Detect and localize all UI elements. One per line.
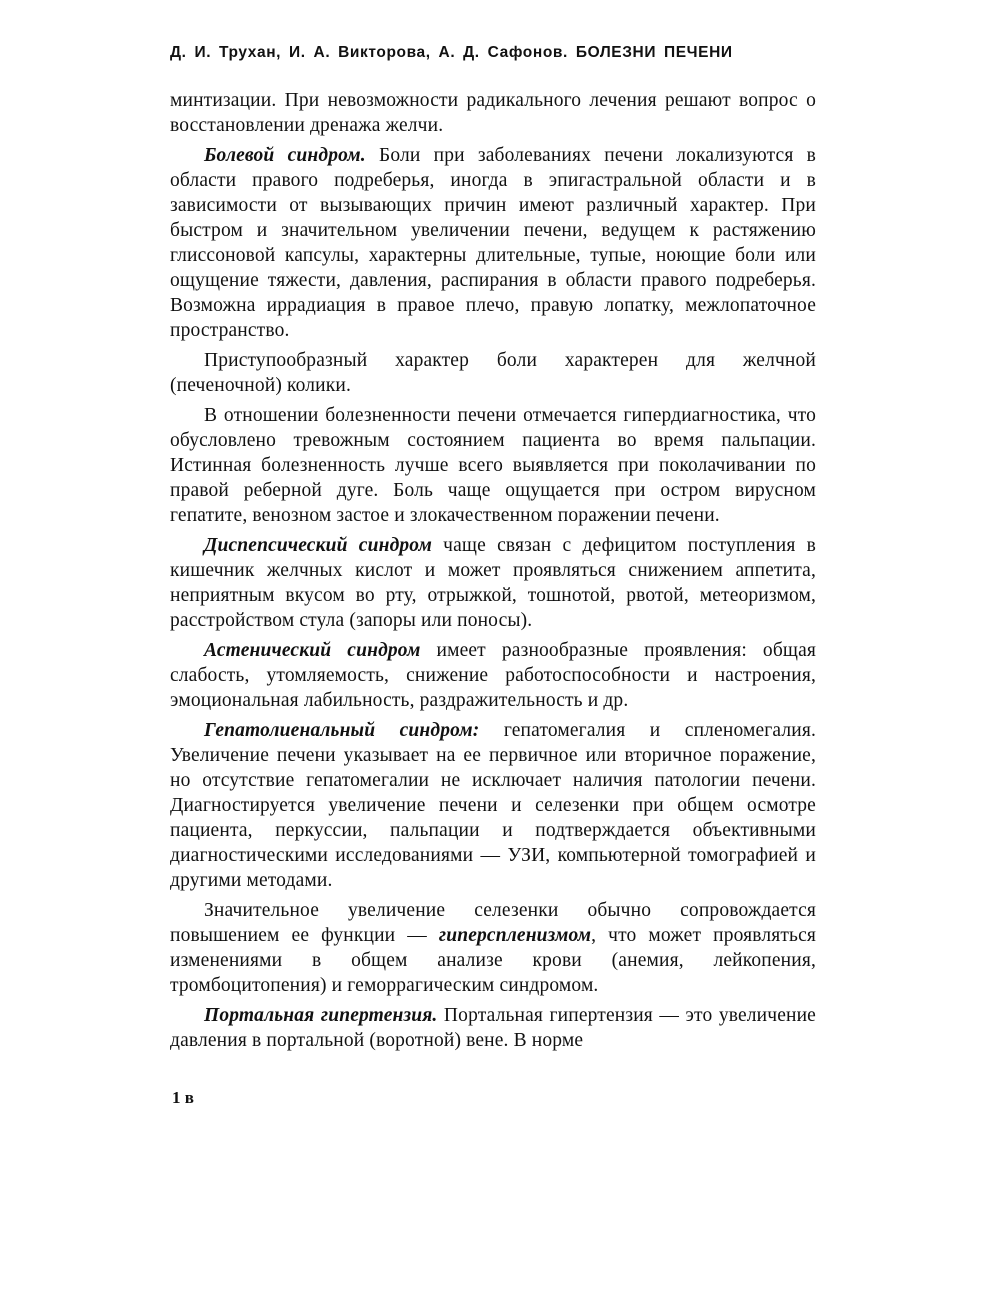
term-portal-hypertension: Портальная гипертензия. [204,1005,438,1026]
paragraph-pain-syndrome [170,143,816,343]
paragraph-text: Боли при заболеваниях печени локализуются в области правого подреберья, иногда в эпигастральной области и в зависимости от вызывающих причин имеют различный характер. При быстром и значительном увеличении печени, ведущем к растяжению глиссоновой капсулы, характерны длительные, тупые, ноющие боли или ощущение тяжести, давления, распирания в области правого подреберья. Возможна иррадиация в правое плечо, правую лопатку, межлопаточное пространство. [170,145,816,341]
paragraph-hepatolienal-syndrome [170,718,816,893]
paragraph-text: гепатомегалия и спленомегалия. Увеличение печени указывает на ее первичное или вторичное поражение, но отсутствие гепатомегалии не исключает наличия патологии печени. Диагностируется увеличение печени и селезенки при общем осмотре пациента, перкуссии, пальпации и подтверждается объективными диагностическими исследованиями — УЗИ, компьютерной томографией и другими методами. [170,720,817,891]
paragraph-text: Портальная гипертензия — это увеличение давления в портальной (воротной) вене. В норме [170,1005,816,1051]
paragraph-continuation [170,88,816,138]
term-dyspeptic-syndrome: Диспепсический синдром [204,535,432,556]
paragraph-dyspeptic-syndrome [170,533,816,633]
term-hypersplenism: гиперспленизмом [438,925,592,946]
paragraph-text: чаще связан с дефицитом поступления в кишечник желчных кислот и может проявляться снижением аппетита, неприятным вкусом во рту, отрыжкой, тошнотой, рвотой, метеоризмом, расстройством стула (запоры или поносы). [170,535,816,631]
term-pain-syndrome: Болевой синдром. [204,145,366,166]
paragraph-text: минтизации. При невозможности радикального лечения решают вопрос о восстановлении дренажа желчи. [170,90,816,136]
paragraph-splenomegaly [170,898,816,998]
paragraph-asthenic-syndrome [170,638,816,713]
running-header: Д. И. Трухан, И. А. Викторова, А. Д. Сафонов. БОЛЕЗНИ ПЕЧЕНИ [170,44,733,61]
body-text [170,88,816,1058]
term-hepatolienal-syndrome: Гепатолиенальный синдром: [204,720,480,741]
paragraph-text-after: , что может проявляться изменениями в общем анализе крови (анемия, лейкопения, тромбоцитопения) и геморрагическим синдромом. [170,925,816,996]
paragraph-text: Приступообразный характер боли характерен для желчной (печеночной) колики. [170,350,816,396]
signature-mark: 1 в [172,1088,194,1107]
paragraph-text: имеет разнообразные проявления: общая слабость, утомляемость, снижение работоспособности и настроения, эмоциональная лабильность, раздражительность и др. [170,640,816,711]
term-asthenic-syndrome: Астенический синдром [204,640,421,661]
paragraph-tenderness [170,403,816,528]
paragraph-portal-hypertension [170,1003,816,1053]
paragraph-text: В отношении болезненности печени отмечается гипердиагностика, что обусловлено тревожным состоянием пациента во время пальпации. Истинная болезненность лучше всего выявляется при поколачивании по правой реберной дуге. Боль чаще ощущается при остром вирусном гепатите, венозном застое и злокачественном поражении печени. [170,405,816,526]
paragraph-text: Значительное увеличение селезенки обычно сопровождается повышением ее функции — [170,900,816,946]
paragraph-colic [170,348,816,398]
